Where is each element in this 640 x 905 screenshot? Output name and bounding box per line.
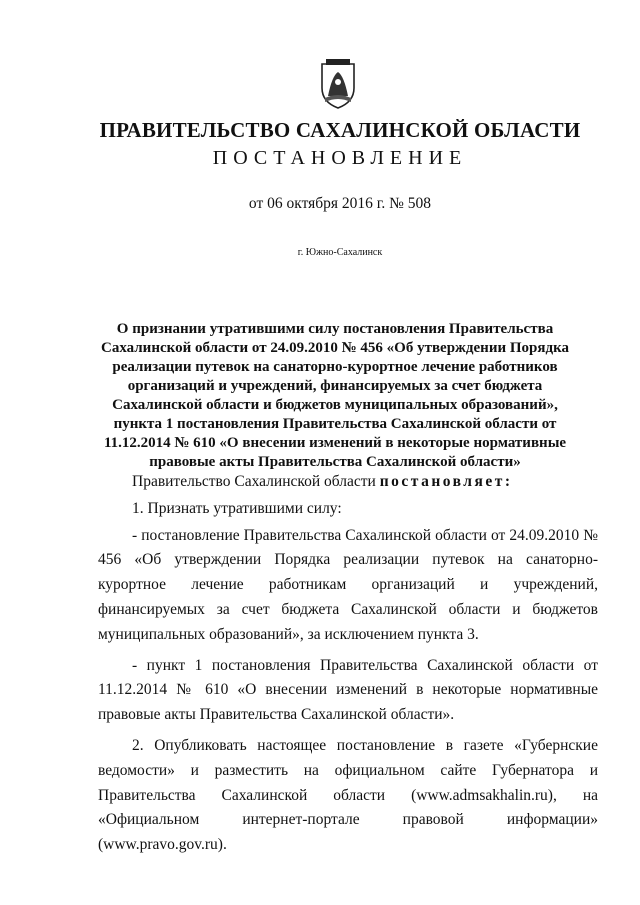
document-type: ПОСТАНОВЛЕНИЕ (212, 147, 468, 169)
intro-paragraph (98, 470, 598, 495)
item-1: 1. Признать утратившими силу: (132, 499, 342, 517)
document-heading: О признании утратившими силу постановления Правительства Сахалинской области от 24.09.2010 № 456 «Об утверждении Порядка реализации путевок на санаторно-курортное лечение работников организаций и учреждений, финансируемых за счет бюджета Сахалинской области и бюджетов муниципальных образований», пункта 1 постановления Правительства Сахалинской области от 11.12.2014 № 610 «О внесении изменений в некоторые нормативные правовые акты Правительства Сахалинской области» (101, 321, 569, 470)
item-1b: - пункт 1 постановления Правительства Сахалинской области от 11.12.2014 № 610 «О внесении изменений в некоторые нормативные правовые акты Правительства Сахалинской области». (98, 656, 598, 724)
government-title: ПРАВИТЕЛЬСТВО САХАЛИНСКОЙ ОБЛАСТИ (99, 118, 581, 142)
intro-text: Правительство Сахалинской области (132, 473, 380, 490)
coat-of-arms-icon (318, 58, 358, 110)
item-1a: - постановление Правительства Сахалинской области от 24.09.2010 № 456 «Об утверждении Порядка реализации путевок на санаторно-курортное лечение работникам организаций и учреждений, финансируемых за счет бюджета Сахалинской области и бюджетов муниципальных образований», за исключением пункта 3. (98, 526, 598, 643)
document-body (98, 470, 598, 858)
item-2: 2. Опубликовать настоящее постановление в газете «Губернские ведомости» и разместить на официальном сайте Губернатора и Правительства Сахалинской области (www.admsakhalin.ru), на «Официальном интернет-портале правовой информации» (www.pravo.gov.ru). (98, 736, 598, 854)
intro-action: постановляет: (379, 473, 513, 490)
document-date-number: от 06 октября 2016 г. № 508 (248, 195, 432, 212)
document-city: г. Южно-Сахалинск (297, 247, 383, 258)
